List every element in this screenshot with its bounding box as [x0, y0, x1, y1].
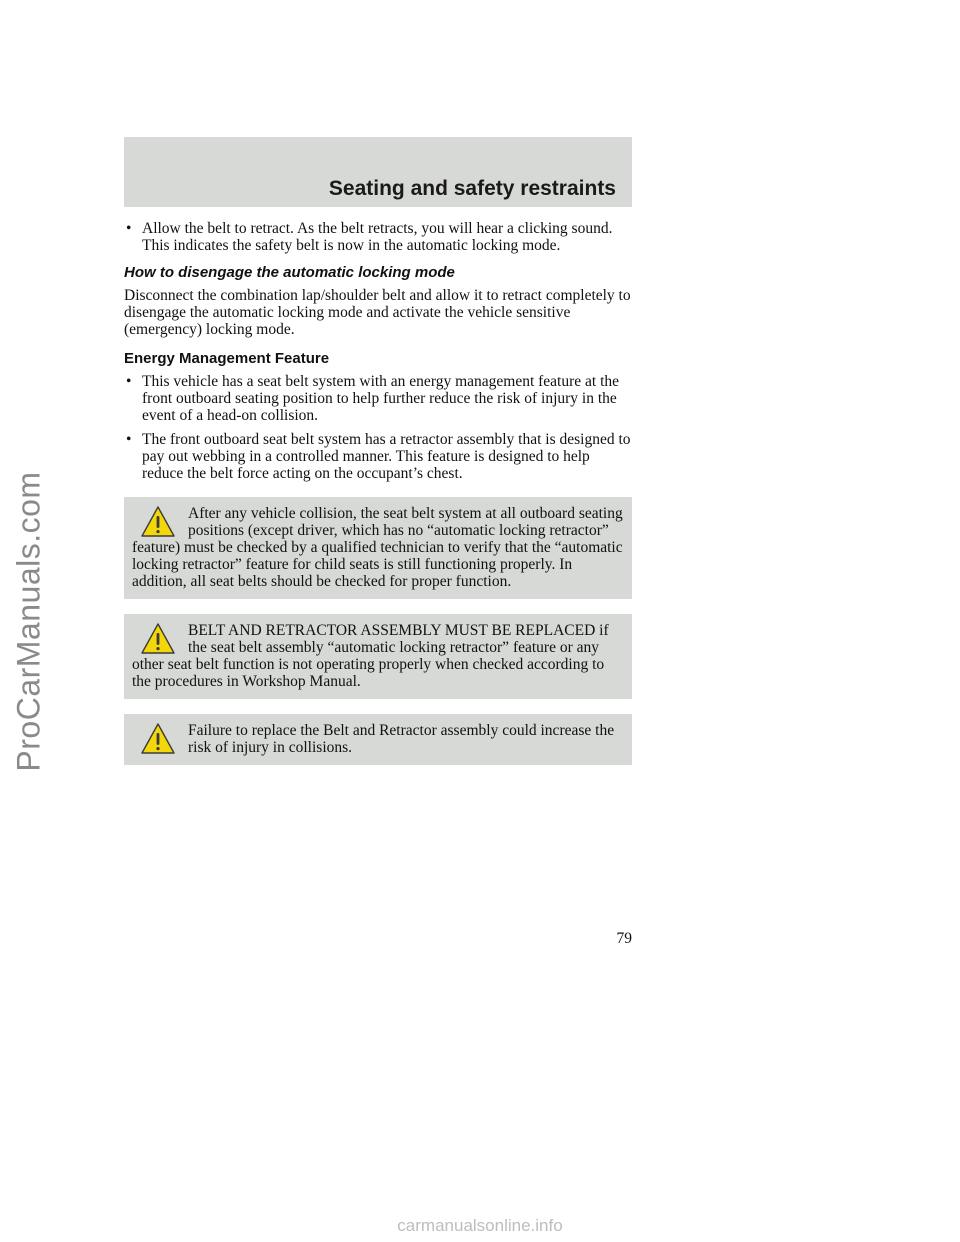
- side-watermark-text: ProCarManuals.com: [10, 470, 47, 772]
- warning-triangle-icon: [140, 622, 176, 656]
- warning-box: [124, 497, 632, 599]
- footer-watermark: carmanualsonline.info: [397, 1216, 563, 1235]
- warning-triangle-icon: [140, 505, 176, 539]
- warning-text: Failure to replace the Belt and Retractor assembly could increase the risk of injury in collisions.: [188, 722, 615, 756]
- bullet-dot: •: [126, 373, 132, 390]
- warning-text: BELT AND RETRACTOR ASSEMBLY MUST BE REPLACED if the seat belt assembly “automatic locking retractor” feature or any other seat belt function is not operating properly when checked according to the procedures in Workshop Manual.: [132, 622, 609, 690]
- disengage-paragraph: Disconnect the combination lap/shoulder belt and allow it to retract completely to disengage the automatic locking mode and activate the vehicle sensitive (emergency) locking mode.: [124, 287, 631, 338]
- page-content: [124, 220, 632, 765]
- section-title: Seating and safety restraints: [328, 177, 616, 200]
- side-watermark: [6, 0, 52, 1242]
- page-number: 79: [616, 930, 632, 947]
- bullet-item: [124, 373, 632, 424]
- warning-triangle-icon: [140, 722, 176, 756]
- bullet-text: Allow the belt to retract. As the belt retracts, you will hear a clicking sound. This indicates the safety belt is now in the automatic locking mode.: [142, 220, 613, 254]
- bullet-item: [124, 431, 632, 482]
- bullet-dot: •: [126, 431, 132, 448]
- bullet-text: This vehicle has a seat belt system with an energy management feature at the front outboard seating position to help further reduce the risk of injury in the event of a head-on collision.: [142, 373, 620, 424]
- section-header-band: [124, 137, 632, 207]
- energy-heading: Energy Management Feature: [124, 350, 330, 367]
- warning-text: After any vehicle collision, the seat belt system at all outboard seating positions (except driver, which has no “automatic locking retractor” feature) must be checked by a qualified technician to verify that the “automatic locking retractor” feature for child seats is still functioning properly. In addition, all seat belts should be checked for proper function.: [132, 505, 623, 590]
- bullet-text: The front outboard seat belt system has a retractor assembly that is designed to pay out webbing in a controlled manner. This feature is designed to help reduce the belt force acting on the occupant’s chest.: [142, 431, 631, 482]
- bullet-item: [124, 220, 632, 254]
- warning-box: [124, 614, 632, 699]
- warning-box: [124, 714, 632, 765]
- disengage-heading: How to disengage the automatic locking mode: [124, 264, 455, 281]
- bullet-dot: •: [126, 220, 132, 237]
